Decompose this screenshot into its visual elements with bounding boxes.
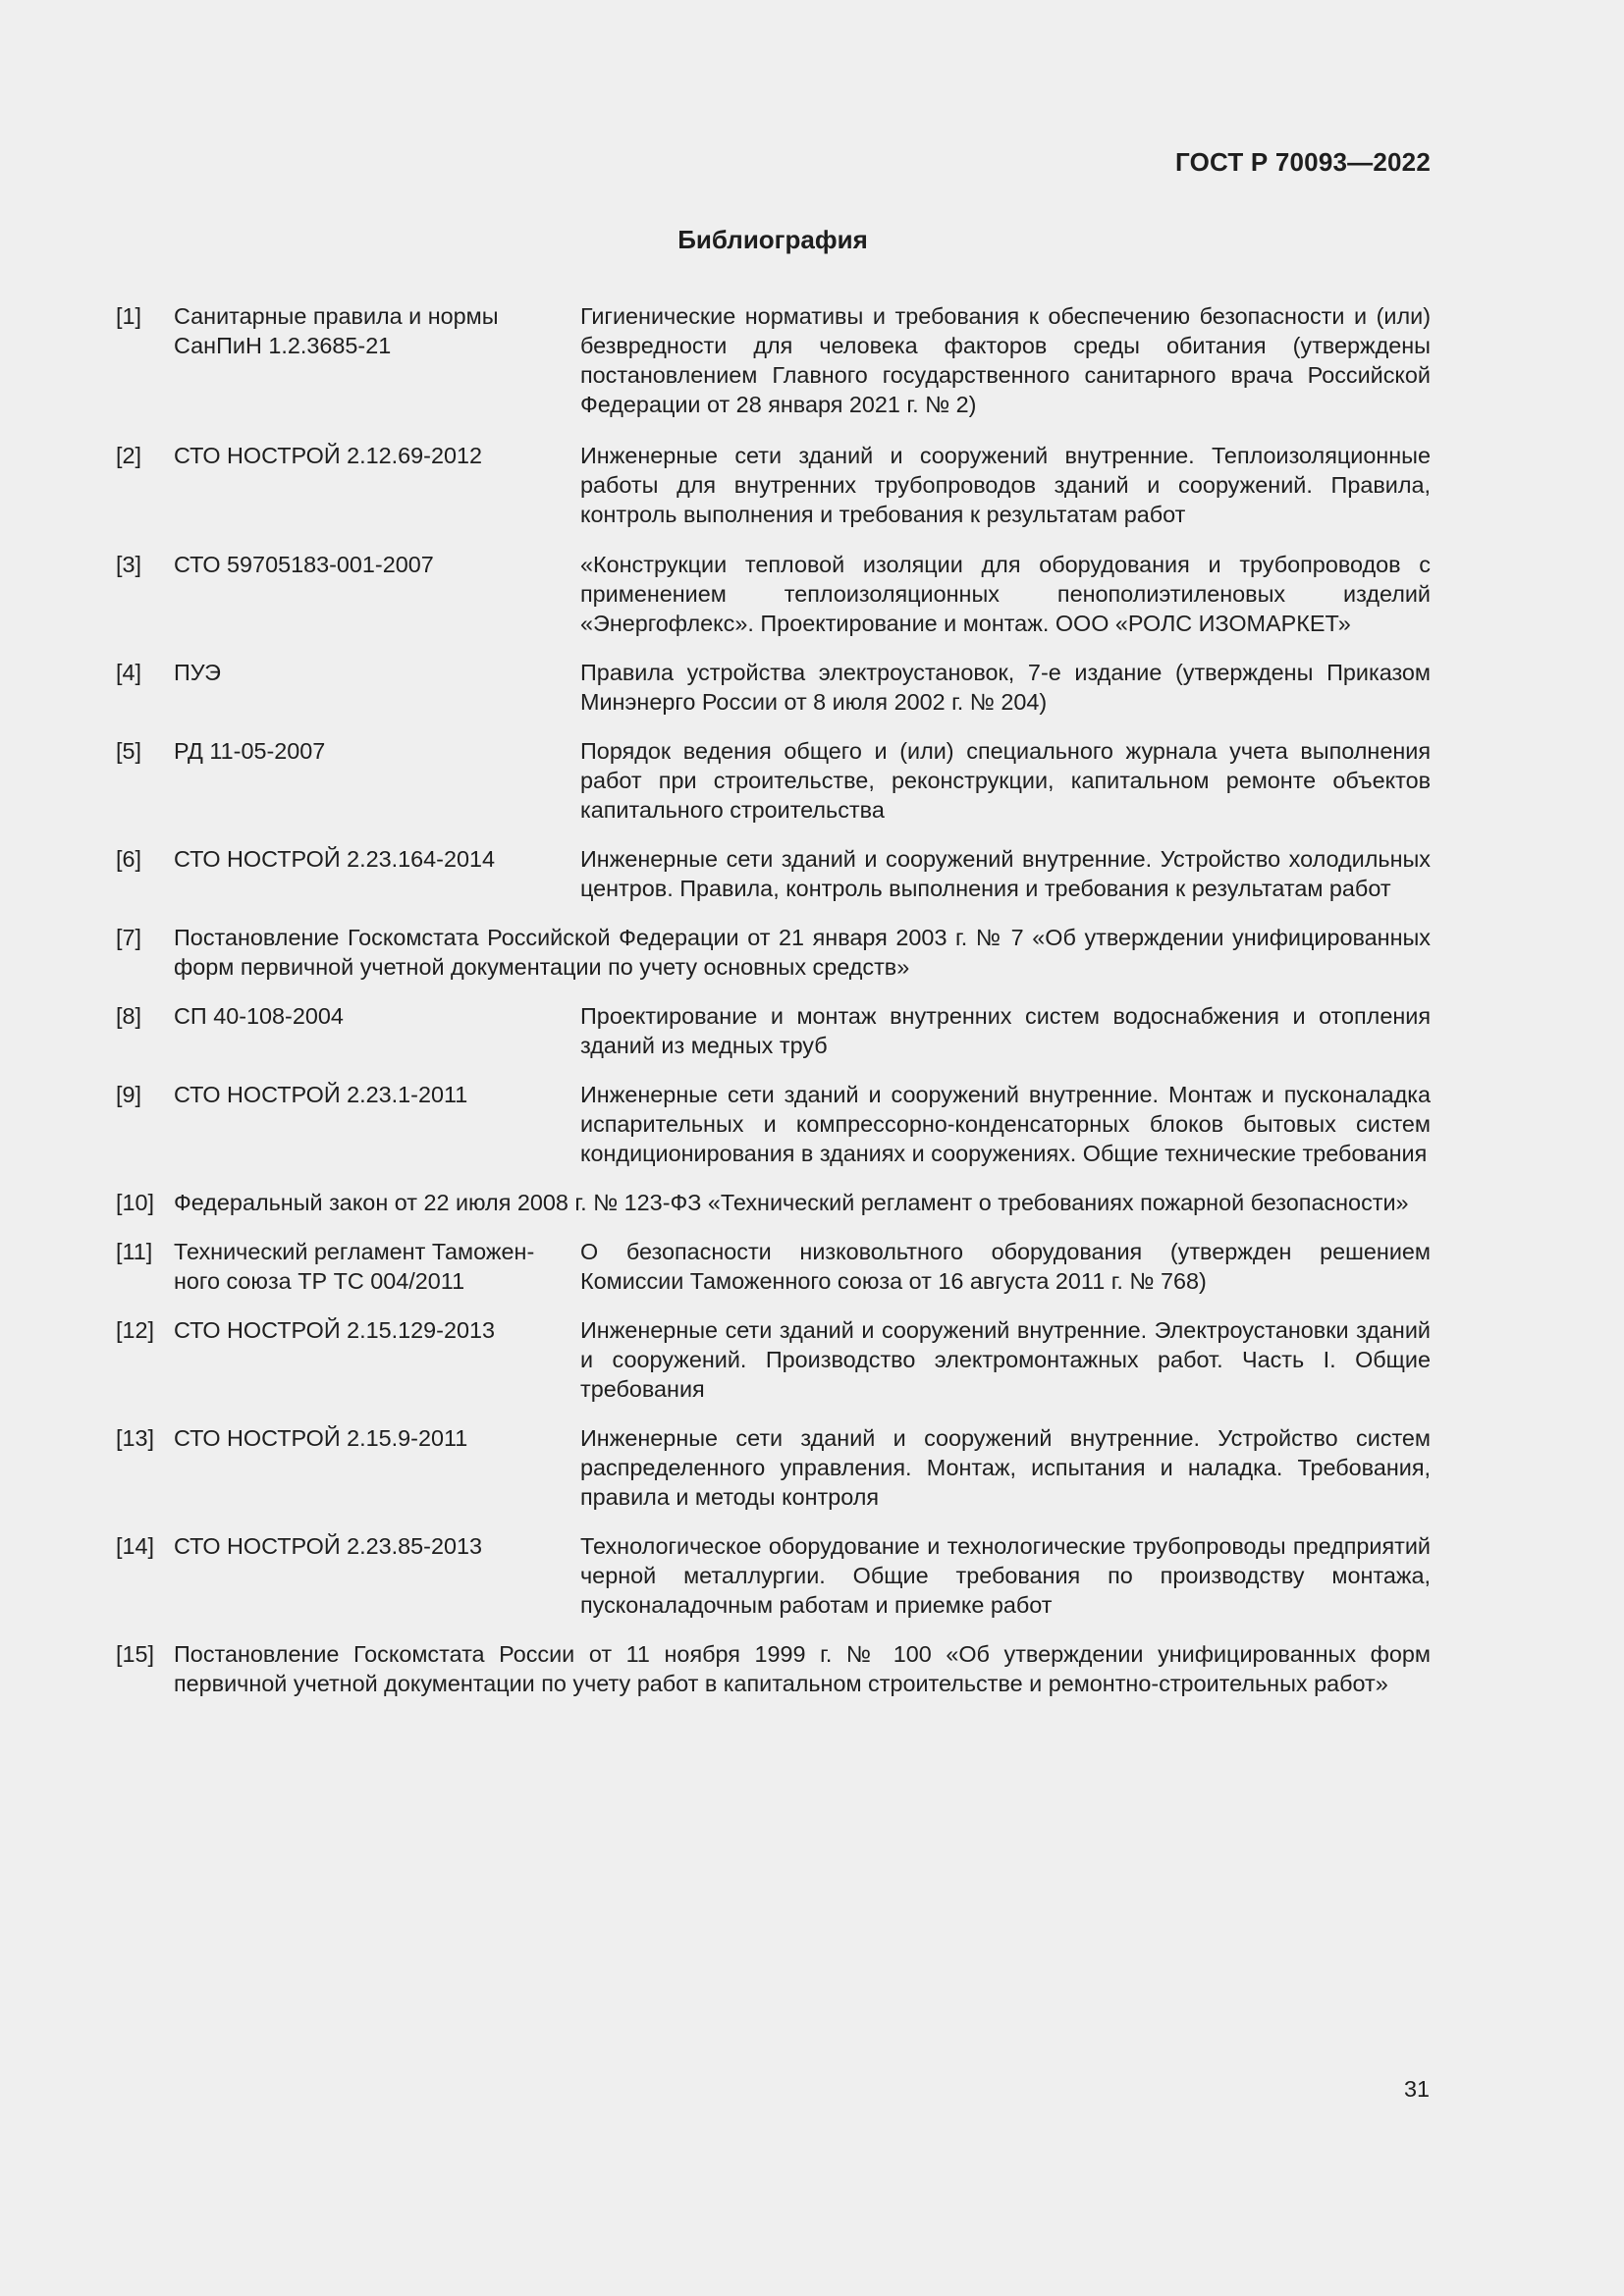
bibliography-entry	[116, 1237, 1431, 1296]
bibliography-entry	[116, 441, 1431, 529]
entry-description: Инженерные сети зданий и сооружений внутренние. Теплоизоляционные работы для внутренних трубопроводов зданий и сооружений. Правила, контроль выполнения и требования к результатам работ	[580, 443, 1431, 527]
entry-designation	[174, 550, 580, 579]
entry-number: [1]	[116, 303, 142, 329]
entry-designation	[174, 1531, 580, 1561]
entry-number: [9]	[116, 1082, 142, 1107]
bibliography-entry	[116, 923, 1431, 982]
entry-description: Порядок ведения общего и (или) специального журнала учета выполнения работ при строительстве, реконструкции, капитальном ремонте объектов капитального строительства	[580, 738, 1431, 823]
entry-designation	[174, 441, 580, 470]
entry-description: Технологическое оборудование и технологические трубопроводы предприятий черной металлургии. Общие требования по производству монтажа, пусконаладочным работам и приемке работ	[580, 1533, 1431, 1618]
entry-designation	[174, 1237, 580, 1296]
entry-designation-line: СТО НОСТРОЙ 2.23.1-2011	[174, 1082, 468, 1107]
entry-designation-line: Технический регламент Таможен-	[174, 1239, 535, 1264]
entry-designation	[174, 1001, 580, 1031]
entry-designation-line: РД 11-05-2007	[174, 738, 326, 764]
entry-description: Проектирование и монтаж внутренних систем водоснабжения и отопления зданий из медных труб	[580, 1003, 1431, 1058]
entry-number: [8]	[116, 1003, 142, 1029]
entry-description: Гигиенические нормативы и требования к обеспечению безопасности и (или) безвредности для человека факторов среды обитания (утверждены постановлением Главного государственного санитарного врача Российской Федерации от 28 января 2021 г. № 2)	[580, 303, 1431, 417]
entry-designation-line: СТО НОСТРОЙ 2.23.164-2014	[174, 846, 495, 872]
bibliography-entry	[116, 658, 1431, 717]
entry-description: Инженерные сети зданий и сооружений внутренние. Устройство систем распределенного управления. Монтаж, испытания и наладка. Требования, правила и методы контроля	[580, 1425, 1431, 1510]
entry-description: Инженерные сети зданий и сооружений внутренние. Электроустановки зданий и сооружений. Производство электромонтажных работ. Часть I. Общие требования	[580, 1317, 1431, 1402]
bibliography-entry	[116, 844, 1431, 903]
entry-designation-line: ного союза ТР ТС 004/2011	[174, 1268, 465, 1294]
entry-designation	[174, 1423, 580, 1453]
entry-number: [4]	[116, 660, 142, 685]
entry-number: [12]	[116, 1317, 155, 1343]
entry-full-text: Постановление Госкомстата России от 11 ноября 1999 г. № 100 «Об утверждении унифицированных форм первичной учетной документации по учету работ в капитальном строительстве и ремонтно-строительных работ»	[174, 1641, 1431, 1696]
entry-designation	[174, 736, 580, 766]
entry-number: [6]	[116, 846, 142, 872]
bibliography-entry	[116, 1188, 1431, 1217]
entry-designation-line: Санитарные правила и нормы	[174, 303, 499, 329]
entry-designation-line: СТО НОСТРОЙ 2.15.129-2013	[174, 1317, 495, 1343]
bibliography-entry	[116, 550, 1431, 638]
entry-designation-line: СТО НОСТРОЙ 2.12.69-2012	[174, 443, 482, 468]
entry-number: [7]	[116, 925, 142, 950]
entry-designation-line: СанПиН 1.2.3685-21	[174, 333, 392, 358]
entry-number: [3]	[116, 552, 142, 577]
section-title: Библиография	[677, 225, 868, 254]
entry-number: [11]	[116, 1239, 153, 1264]
entry-description: Инженерные сети зданий и сооружений внутренние. Монтаж и пусконаладка испарительных и компрессорно-конденсаторных блоков бытовых систем кондиционирования в зданиях и сооружениях. Общие технические требования	[580, 1082, 1431, 1166]
entry-number: [13]	[116, 1425, 155, 1451]
page-number: 31	[1403, 2076, 1430, 2102]
entry-designation-line: ПУЭ	[174, 660, 221, 685]
bibliography-entry	[116, 1531, 1431, 1620]
entry-number: [14]	[116, 1533, 155, 1559]
entry-designation	[174, 658, 580, 687]
bibliography-list	[116, 301, 1431, 1698]
entry-number: [5]	[116, 738, 142, 764]
entry-description: О безопасности низковольтного оборудования (утвержден решением Комиссии Таможенного союза от 16 августа 2011 г. № 768)	[580, 1239, 1431, 1294]
entry-designation	[174, 844, 580, 874]
bibliography-entry	[116, 1423, 1431, 1512]
bibliography-entry	[116, 1315, 1431, 1404]
bibliography-entry	[116, 1080, 1431, 1168]
entry-description: Правила устройства электроустановок, 7-е издание (утверждены Приказом Минэнерго России от 8 июля 2002 г. № 204)	[580, 660, 1431, 715]
entry-designation-line: СТО НОСТРОЙ 2.15.9-2011	[174, 1425, 468, 1451]
entry-description: «Конструкции тепловой изоляции для оборудования и трубопроводов с применением теплоизоляционных пенополиэтиленовых изделий «Энергофлекс». Проектирование и монтаж. ООО «РОЛС ИЗОМАРКЕТ»	[580, 552, 1431, 636]
entry-designation	[174, 301, 580, 360]
bibliography-entry	[116, 301, 1431, 419]
entry-number: [10]	[116, 1190, 155, 1215]
entry-full-text: Постановление Госкомстата Российской Федерации от 21 января 2003 г. № 7 «Об утверждении унифицированных форм первичной учетной документации по учету основных средств»	[174, 925, 1431, 980]
entry-number: [15]	[116, 1641, 155, 1667]
entry-description: Инженерные сети зданий и сооружений внутренние. Устройство холодильных центров. Правила, контроль выполнения и требования к результатам работ	[580, 846, 1431, 901]
entry-number: [2]	[116, 443, 142, 468]
entry-designation-line: СТО НОСТРОЙ 2.23.85-2013	[174, 1533, 482, 1559]
document-code: ГОСТ Р 70093—2022	[1175, 147, 1431, 177]
entry-designation	[174, 1315, 580, 1345]
entry-designation-line: СП 40-108-2004	[174, 1003, 344, 1029]
entry-designation	[174, 1080, 580, 1109]
entry-full-text: Федеральный закон от 22 июля 2008 г. № 123-ФЗ «Технический регламент о требованиях пожарной безопасности»	[174, 1190, 1409, 1215]
entry-designation-line: СТО 59705183-001-2007	[174, 552, 434, 577]
bibliography-entry	[116, 736, 1431, 825]
bibliography-entry	[116, 1001, 1431, 1060]
bibliography-entry	[116, 1639, 1431, 1698]
